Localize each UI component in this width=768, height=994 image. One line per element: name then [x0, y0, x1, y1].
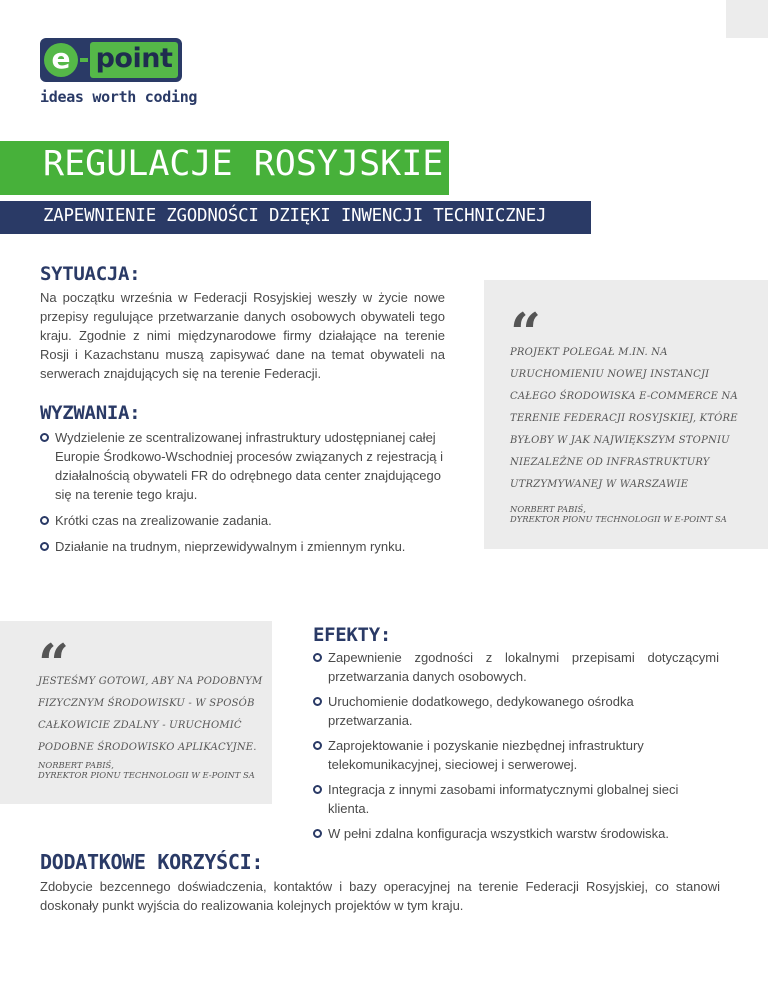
page-subtitle: ZAPEWNIENIE ZGODNOŚCI DZIĘKI INWENCJI TECHNICZNEJ	[43, 206, 547, 226]
bullet-icon	[313, 741, 322, 750]
bullet-icon	[313, 653, 322, 662]
challenges-list	[40, 428, 445, 556]
bullet-icon	[40, 542, 49, 551]
e-point-logo	[40, 38, 182, 82]
list-item: Zapewnienie zgodności z lokalnymi przepisami dotyczącymi przetwarzania danych osobowych.	[313, 648, 719, 686]
logo-e-circle: e	[44, 43, 78, 77]
challenges-heading: WYZWANIA:	[40, 402, 141, 424]
logo-dash	[80, 58, 88, 62]
benefits-heading: DODATKOWE KORZYŚCI:	[40, 850, 264, 874]
bullet-icon	[40, 516, 49, 525]
quote-author-role: DYREKTOR PIONU TECHNOLOGII W E-POINT SA	[510, 514, 727, 524]
bullet-icon	[40, 433, 49, 442]
bullet-icon	[313, 829, 322, 838]
benefits-text: Zdobycie bezcennego doświadczenia, kontaktów i bazy operacyjnej na terenie Federacji Rosyjskiej, co stanowi doskonały punkt wyjścia do realizowania kolejnych projektów w tym kraju.	[40, 879, 720, 913]
list-item: W pełni zdalna konfiguracja wszystkich warstw środowiska.	[313, 824, 719, 843]
list-item: Integracja z innymi zasobami informatycznymi globalnej sieci klienta.	[313, 780, 719, 818]
list-item: Krótki czas na zrealizowanie zadania.	[40, 511, 445, 530]
quote-text: PROJEKT POLEGAŁ M.IN. NA URUCHOMIENIU NOWEJ INSTANCJI CAŁEGO ŚRODOWISKA E-COMMERCE NA TERENIE FEDERACJI ROSYJSKIEJ, KTÓRE BYŁOBY W JAK NAJWIĘKSZYM STOPNIU NIEZALEŻNE OD INFRASTRUKTURY UTRZYMYWANEJ W WARSZAWIE	[510, 347, 738, 490]
situation-text: Na początku września w Federacji Rosyjskiej weszły w życie nowe przepisy regulujące przetwarzanie danych osobowych obywateli tego kraju. Zgodnie z nimi międzynarodowe firmy działające na terenie Rosji i Kazachstanu muszą zapisywać dane na temat obywateli na serwerach znajdujących się na terenie Federacji.	[40, 290, 445, 381]
page-title: REGULACJE ROSYJSKIE	[43, 144, 444, 184]
list-item: Wydzielenie ze scentralizowanej infrastruktury udostępnianej całej Europie Środkowo-Wschodniej procesów związanych z rejestracją i działalnością obywateli FR do odrębnego data center znajdującego się na terenie tego kraju.	[40, 428, 445, 504]
logo-wordmark: point	[90, 42, 178, 78]
quote-box-2	[0, 621, 272, 804]
quote-mark-icon: “	[510, 301, 542, 365]
quote-author-role: DYREKTOR PIONU TECHNOLOGII W E-POINT SA	[38, 770, 255, 780]
quote-author: NORBERT PABIŚ,	[38, 760, 114, 770]
quote-box-1	[484, 280, 768, 549]
bullet-icon	[313, 697, 322, 706]
quote-text: JESTEŚMY GOTOWI, ABY NA PODOBNYM FIZYCZNYM ŚRODOWISKU - W SPOSÓB CAŁKOWICIE ZDALNY - URUCHOMIĆ PODOBNE ŚRODOWISKO APLIKACYJNE.	[38, 676, 263, 753]
quote-mark-icon: “	[38, 632, 70, 696]
logo-tagline: ideas worth coding	[40, 88, 198, 106]
effects-heading: EFEKTY:	[313, 624, 391, 646]
effects-list	[313, 648, 719, 843]
list-item: Działanie na trudnym, nieprzewidywalnym i zmiennym rynku.	[40, 537, 445, 556]
situation-heading: SYTUACJA:	[40, 263, 141, 285]
list-item: Zaprojektowanie i pozyskanie niezbędnej infrastruktury telekomunikacyjnej, sieciowej i serwerowej.	[313, 736, 719, 774]
corner-tab	[726, 0, 768, 38]
list-item: Uruchomienie dodatkowego, dedykowanego ośrodka przetwarzania.	[313, 692, 719, 730]
bullet-icon	[313, 785, 322, 794]
quote-author: NORBERT PABIŚ,	[510, 504, 586, 514]
